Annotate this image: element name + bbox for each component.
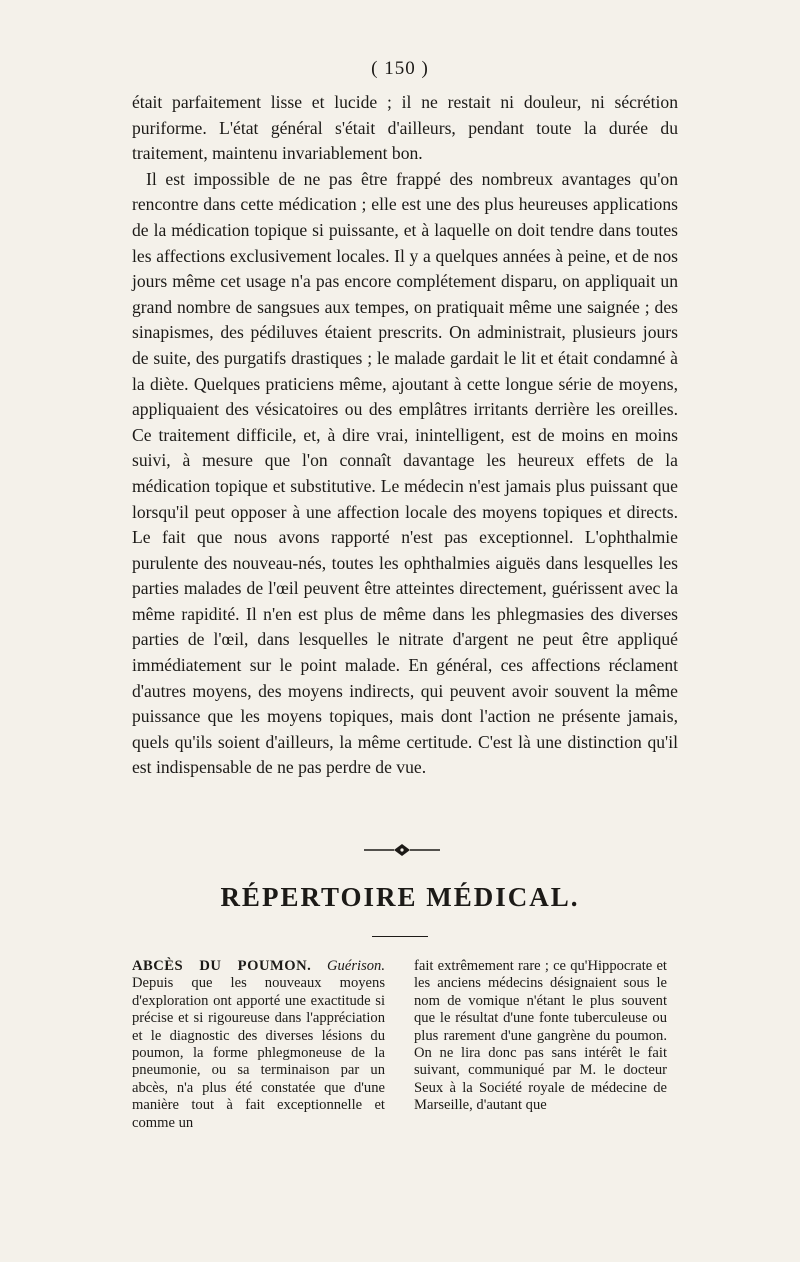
right-column [414, 958, 667, 1115]
entry-right-text: fait extrêmement rare ; ce qu'Hippocrate et les anciens médecins désignaient sous le nom de vomique n'étant le plus souvent que le résultat d'une fonte tuberculeuse ou plus rarement d'une gangrène du poumon. On ne lira donc pas sans intérêt le fait suivant, communiqué par M. le docteur Seux à la Société royale de médecine de Marseille, d'autant que [414, 958, 667, 1114]
entry-subtitle: Guérison. [327, 958, 385, 974]
section-title: RÉPERTOIRE MÉDICAL. [220, 882, 580, 912]
body-text [132, 90, 678, 781]
title-rule [372, 936, 428, 937]
ornament-divider-icon [360, 840, 444, 860]
body-paragraph: était parfaitement lisse et lucide ; il ne restait ni douleur, ni sécrétion puriforme. L'état général s'était d'ailleurs, pendant toute la durée du traitement, maintenu invariablement bon. [132, 92, 678, 164]
left-column [132, 958, 385, 1132]
entry-left-text: Depuis que les nouveaux moyens d'exploration ont apporté une exactitude si précise et si rigoureuse dans l'appréciation et le diagnostic des diverses lésions du poumon, la forme phlegmoneuse de la pneumonie, ou sa terminaison par un abcès, n'a plus été constatée que d'une manière tout à fait exceptionnelle et comme un [132, 975, 385, 1131]
entry-title: ABCÈS DU POUMON. [132, 958, 312, 974]
body-paragraph: Il est impossible de ne pas être frappé des nombreux avantages qu'on rencontre dans cette médication ; elle est une des plus heureuses applications de la médication topique si puissante, et à laquelle on doit tendre dans toutes les affections exclusivement locales. Il y a quelques années à peine, et de nos jours même cet usage n'a pas encore complétement disparu, on appliquait un grand nombre de sangsues aux tempes, on pratiquait même une saignée ; des sinapismes, des pédiluves étaient prescrits. On administrait, plusieurs jours de suite, des purgatifs drastiques ; le malade gardait le lit et était condamné à la diète. Quelques praticiens même, ajoutant à cette longue série de moyens, appliquaient des vésicatoires ou des emplâtres irritants derrière les oreilles. Ce traitement difficile, et, à dire vrai, inintelligent, est de moins en moins suivi, à mesure que l'on connaît davantage les heureux effets de la médication topique et substitutive. Le médecin n'est jamais plus puissant que lorsqu'il peut opposer à une affection locale des moyens topiques et directs. Le fait que nous avons rapporté n'est pas exceptionnel. L'ophthalmie purulente des nouveau-nés, toutes les ophthalmies aiguës dans lesquelles les parties malades de l'œil peuvent être atteintes directement, guérissent avec la même rapidité. Il n'en est plus de même dans les phlegmasies des diverses parties de l'œil, dans lesquelles le nitrate d'argent ne peut être appliqué immédiatement sur le point malade. En général, ces affections réclament d'autres moyens, des moyens indirects, qui peuvent avoir souvent la même puissance que les moyens topiques, mais dont l'action ne présente jamais, quels qu'ils soient d'ailleurs, la même certitude. C'est là une distinction qu'il est indispensable de ne pas perdre de vue. [132, 168, 678, 778]
page-number: ( 150 ) [371, 58, 429, 79]
entry-left-paragraph [132, 958, 385, 1132]
